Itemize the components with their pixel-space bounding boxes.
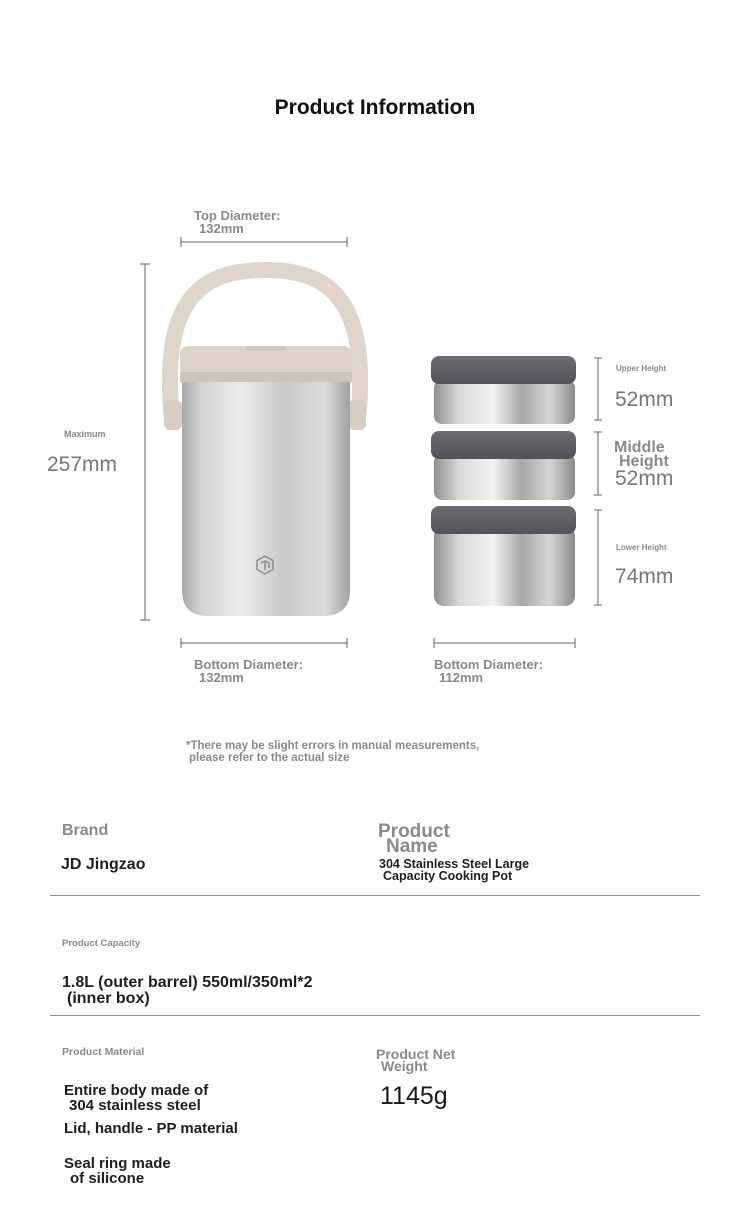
upper-height-value: 52mm — [615, 388, 674, 411]
measurement-note-line1: *There may be slight errors in manual measurements, — [186, 740, 480, 752]
product-name-label-line2: Name — [386, 836, 438, 857]
bottom-diameter-pot-label-text: Bottom Diameter: — [194, 657, 304, 672]
brand-value: JD Jingzao — [61, 856, 146, 873]
middle-height-label-line2: Height — [619, 453, 669, 470]
bottom-diameter-box-label-text: Bottom Diameter: — [434, 657, 544, 672]
middle-height-label — [614, 441, 669, 469]
middle-height-value: 52mm — [615, 467, 674, 490]
lower-height-label: Lower Height — [616, 543, 667, 552]
product-name-label-line1: Product — [378, 821, 450, 842]
top-diameter-value: 132mm — [199, 221, 244, 236]
bottom-diameter-box-value: 112mm — [439, 670, 484, 685]
material-line5: of silicone — [70, 1170, 145, 1187]
material-line4: Seal ring made — [64, 1155, 171, 1172]
measurement-note — [186, 741, 479, 764]
middle-height-label-line1: Middle — [614, 439, 665, 456]
capacity-value — [62, 975, 313, 1006]
net-weight-value: 1145g — [380, 1082, 448, 1110]
page-title: Product Information — [274, 96, 476, 119]
inner-box-lower — [431, 506, 576, 606]
product-name-label — [378, 821, 450, 857]
top-diameter-label — [194, 209, 280, 235]
divider — [50, 895, 700, 896]
product-name-value — [379, 859, 529, 882]
upper-height-label: Upper Height — [616, 364, 667, 373]
measurement-note-line2: please refer to the actual size — [189, 751, 350, 764]
cooking-pot-image — [164, 270, 366, 616]
bottom-diameter-box-label — [434, 658, 543, 684]
capacity-value-line1: 1.8L (outer barrel) 550ml/350ml*2 — [62, 974, 313, 991]
height-line — [140, 264, 150, 620]
net-weight-label-line1: Product Net — [376, 1046, 456, 1062]
material-value-block3 — [64, 1156, 171, 1186]
material-line1: Entire body made of — [64, 1082, 209, 1099]
bottom-diameter-pot-value: 132mm — [199, 670, 244, 685]
divider — [50, 1015, 700, 1016]
material-label: Product Material — [62, 1046, 145, 1058]
lower-height-value: 74mm — [615, 565, 674, 588]
capacity-value-line2: (inner box) — [67, 989, 150, 1007]
inner-box-upper — [431, 356, 576, 424]
maximum-label: Maximum — [64, 429, 106, 439]
inner-box-middle — [431, 431, 576, 500]
product-name-value-line1: 304 Stainless Steel Large — [379, 857, 530, 871]
net-weight-label-line2: Weight — [381, 1058, 428, 1074]
brand-label: Brand — [62, 822, 109, 839]
box-height-lines — [594, 358, 602, 605]
bottom-diameter-line-pot — [181, 638, 347, 648]
capacity-label: Product Capacity — [62, 938, 141, 949]
maximum-value: 257mm — [47, 453, 118, 476]
material-line3: Lid, handle - PP material — [64, 1120, 238, 1137]
material-line2: 304 stainless steel — [69, 1096, 201, 1114]
bottom-diameter-pot-label — [194, 658, 303, 684]
top-diameter-label-text: Top Diameter: — [194, 208, 281, 223]
net-weight-label — [376, 1048, 455, 1072]
top-diameter-line — [181, 237, 347, 247]
material-value-block1 — [64, 1084, 208, 1113]
bottom-diameter-line-box — [434, 638, 575, 648]
product-name-value-line2: Capacity Cooking Pot — [383, 868, 513, 883]
